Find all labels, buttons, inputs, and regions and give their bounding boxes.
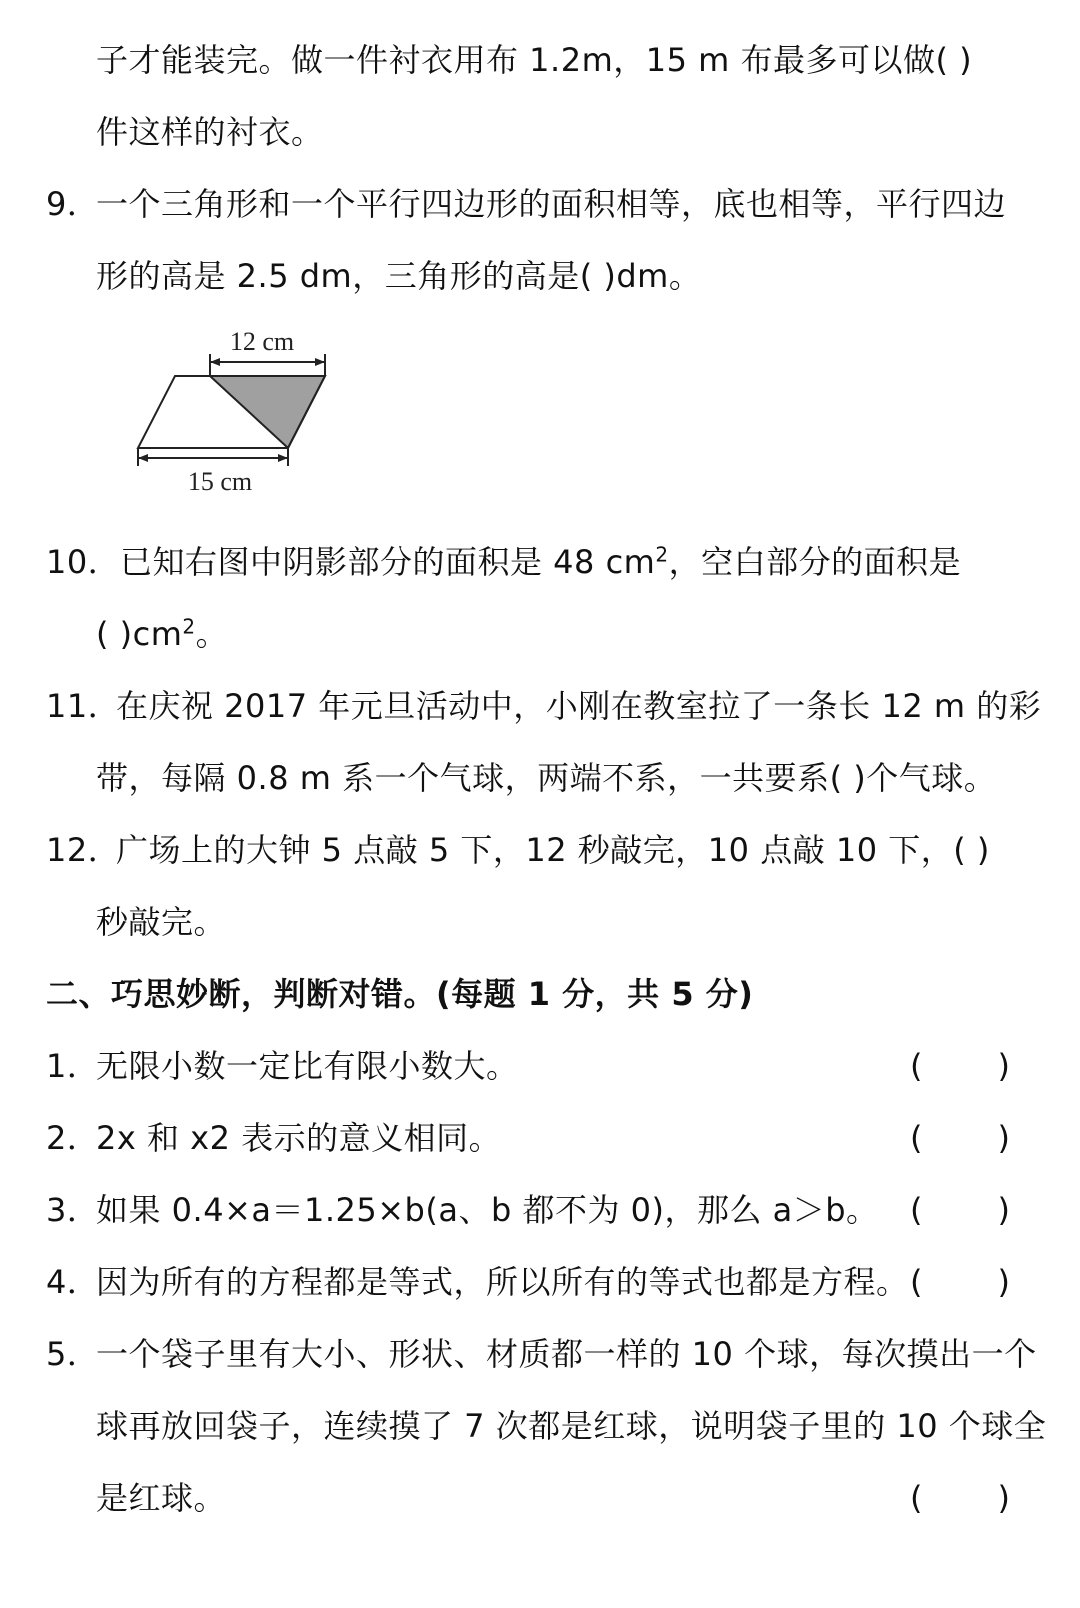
paren-open: ( xyxy=(910,1119,923,1157)
paren-close: ) xyxy=(997,1047,1010,1085)
judge-4-number: 4． xyxy=(46,1263,100,1301)
paren-open: ( xyxy=(910,1191,923,1229)
paren-close: ) xyxy=(997,1191,1010,1229)
bottom-dimension-label: 15 cm xyxy=(187,467,253,496)
judge-5-number: 5． xyxy=(46,1335,100,1373)
q10-line2-text: ( )cm xyxy=(96,615,183,653)
q10-line2-end: 。 xyxy=(195,615,229,653)
judge-3-answer[interactable] xyxy=(910,1188,1010,1232)
judge-1-answer[interactable] xyxy=(910,1044,1010,1088)
judge-1-text: 无限小数一定比有限小数大。 xyxy=(96,1047,519,1085)
q11-line1: 在庆祝 2017 年元旦活动中，小刚在教室拉了一条长 12 m 的彩 xyxy=(116,687,1042,725)
q8-line2: 件这样的衬衣。 xyxy=(96,113,324,151)
judge-2-answer[interactable] xyxy=(910,1116,1010,1160)
parallelogram-figure xyxy=(120,318,350,503)
judge-2-text: 2x 和 x2 表示的意义相同。 xyxy=(96,1119,502,1157)
q10-line1-rest: ，空白部分的面积是 xyxy=(668,543,962,581)
q11-number: 11． xyxy=(46,687,121,725)
judge-3-text: 如果 0.4×a＝1.25×b(a、b 都不为 0)，那么 a＞b。 xyxy=(96,1191,879,1229)
q11-line2: 带，每隔 0.8 m 系一个气球，两端不系，一共要系( )个气球。 xyxy=(96,759,997,797)
top-dimension-label: 12 cm xyxy=(229,327,295,356)
section-2-title: 二、巧思妙断，判断对错。(每题 1 分，共 5 分) xyxy=(46,975,754,1013)
judge-5-line1: 一个袋子里有大小、形状、材质都一样的 10 个球，每次摸出一个 xyxy=(96,1335,1037,1373)
judge-2-number: 2． xyxy=(46,1119,100,1157)
q10-line1-text: 已知右图中阴影部分的面积是 48 cm xyxy=(120,543,656,581)
paren-open: ( xyxy=(910,1263,923,1301)
q12-number: 12． xyxy=(46,831,121,869)
judge-5-line2: 球再放回袋子，连续摸了 7 次都是红球，说明袋子里的 10 个球全 xyxy=(96,1407,1047,1445)
paren-close: ) xyxy=(997,1479,1010,1517)
judge-4-text: 因为所有的方程都是等式，所以所有的等式也都是方程。 xyxy=(96,1263,909,1301)
q12-line1: 广场上的大钟 5 点敲 5 下，12 秒敲完，10 点敲 10 下，( ) xyxy=(116,831,990,869)
q10-number: 10． xyxy=(46,543,121,581)
shaded-triangle xyxy=(210,376,325,448)
judge-5-answer[interactable] xyxy=(910,1476,1010,1520)
bottom-dim-arrow-left xyxy=(138,454,148,462)
q10-sup-2: 2 xyxy=(182,614,196,639)
judge-4-answer[interactable] xyxy=(910,1260,1010,1304)
q9-line1: 一个三角形和一个平行四边形的面积相等，底也相等，平行四边 xyxy=(96,185,1007,223)
judge-5-line3: 是红球。 xyxy=(96,1479,227,1517)
q10-line1 xyxy=(120,540,961,584)
q8-line1: 子才能装完。做一件衬衣用布 1.2m，15 m 布最多可以做( ) xyxy=(96,41,973,79)
q10-line2 xyxy=(96,612,228,656)
q10-sup-1: 2 xyxy=(655,542,669,567)
q9-number: 9． xyxy=(46,185,100,223)
paren-open: ( xyxy=(910,1479,923,1517)
bottom-dim-arrow-right xyxy=(278,454,288,462)
judge-3-number: 3． xyxy=(46,1191,100,1229)
judge-1-number: 1． xyxy=(46,1047,100,1085)
top-dim-arrow-right xyxy=(315,358,325,366)
paren-open: ( xyxy=(910,1047,923,1085)
paren-close: ) xyxy=(997,1119,1010,1157)
top-dim-arrow-left xyxy=(210,358,220,366)
q9-line2: 形的高是 2.5 dm，三角形的高是( )dm。 xyxy=(96,257,702,295)
paren-close: ) xyxy=(997,1263,1010,1301)
q12-line2: 秒敲完。 xyxy=(96,903,227,941)
